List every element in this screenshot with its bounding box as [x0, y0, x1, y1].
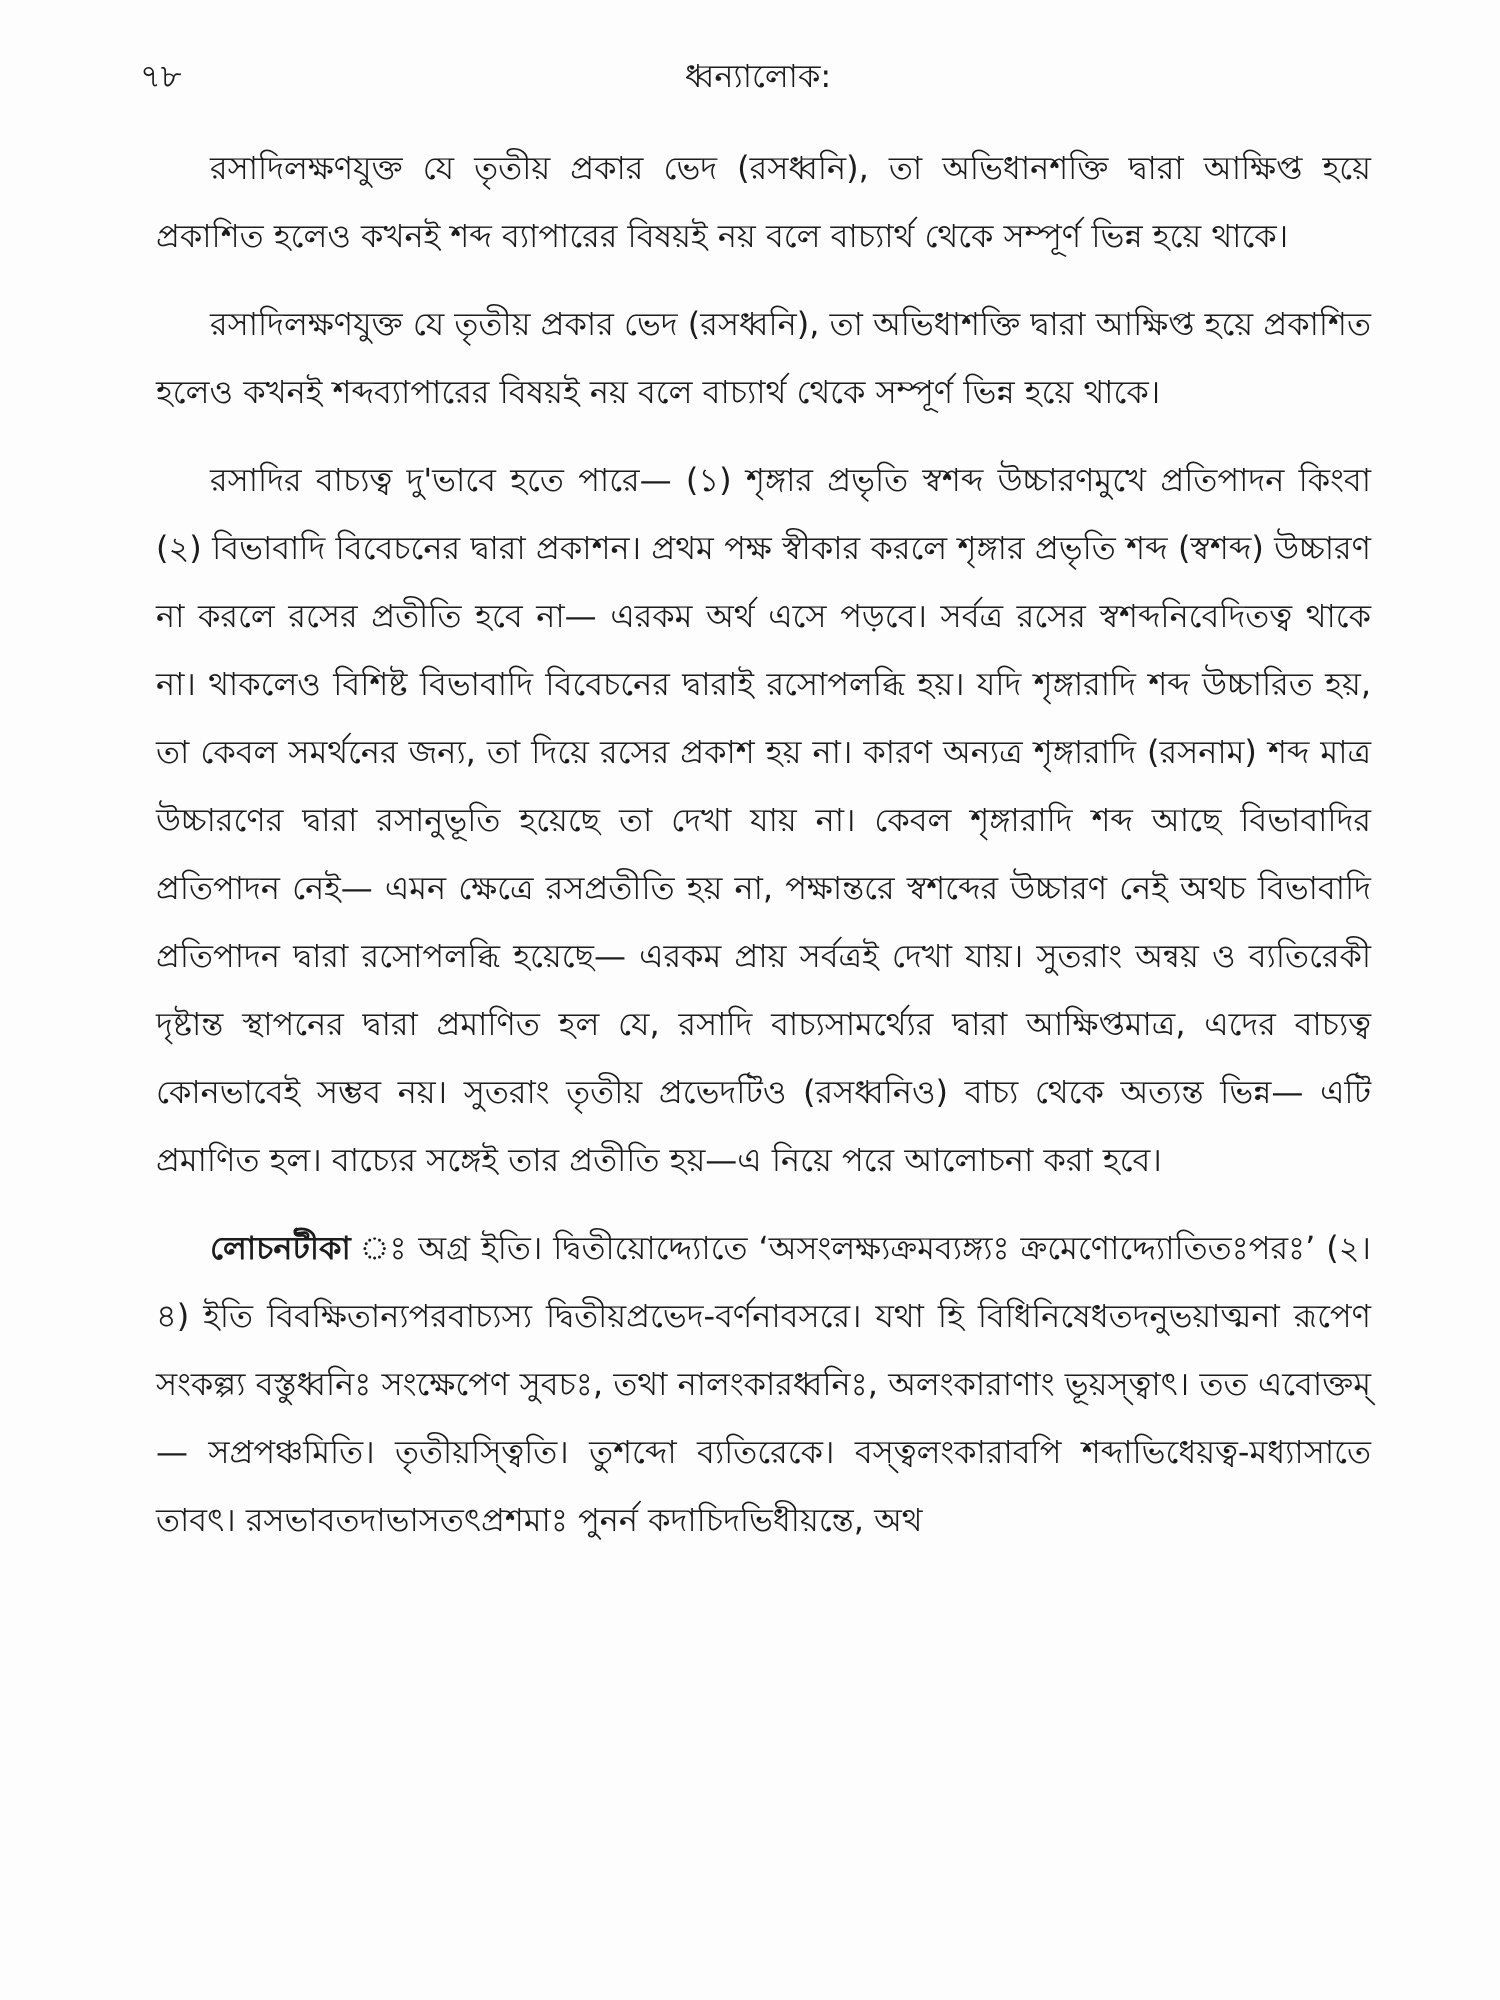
paragraph-2: রসাদিলক্ষণযুক্ত যে তৃতীয় প্রকার ভেদ (রসধ্বনি), তা অভিধাশক্তি দ্বারা আক্ষিপ্ত হয়ে প্রকাশিত হলেও কখনই শব্দব্যাপারের বিষয়ই নয় বলে বাচ্যার্থ থেকে সম্পূর্ণ ভিন্ন হয়ে থাকে। [156, 305, 1371, 411]
commentary-label: লোচনটীকা [210, 1229, 351, 1267]
page-number: ৭৮ [140, 57, 182, 95]
running-title: ধ্বন্যালোক: [684, 57, 832, 95]
page-header [140, 46, 1376, 116]
commentary-paragraph [156, 1214, 1371, 1554]
paragraph-3: রসাদির বাচ্যত্ব দু'ভাবে হতে পারে— (১) শৃঙ্গার প্রভৃতি স্বশব্দ উচ্চারণমুখে প্রতিপাদন কিংবা (২) বিভাবাদি বিবেচনের দ্বারা প্রকাশন। প্রথম পক্ষ স্বীকার করলে শৃঙ্গার প্রভৃতি শব্দ (স্বশব্দ) উচ্চারণ না করলে রসের প্রতীতি হবে না— এরকম অর্থ এসে পড়বে। সর্বত্র রসের স্বশব্দনিবেদিতত্ব থাকে না। থাকলেও বিশিষ্ট বিভাবাদি বিবেচনের দ্বারাই রসোপলব্ধি হয়। যদি শৃঙ্গারাদি শব্দ উচ্চারিত হয়, তা কেবল সমর্থনের জন্য, তা দিয়ে রসের প্রকাশ হয় না। কারণ অন্যত্র শৃঙ্গারাদি (রসনাম) শব্দ মাত্র উচ্চারণের দ্বারা রসানুভূতি হয়েছে তা দেখা যায় না। কেবল শৃঙ্গারাদি শব্দ আছে বিভাবাদির প্রতিপাদন নেই— এমন ক্ষেত্রে রসপ্রতীতি হয় না, পক্ষান্তরে স্বশব্দের উচ্চারণ নেই অথচ বিভাবাদি প্রতিপাদন দ্বারা রসোপলব্ধি হয়েছে— এরকম প্রায় সর্বত্রই দেখা যায়। সুতরাং অন্বয় ও ব্যতিরেকী দৃষ্টান্ত স্থাপনের দ্বারা প্রমাণিত হল যে, রসাদি বাচ্যসামর্থ্যের দ্বারা আক্ষিপ্তমাত্র, এদের বাচ্যত্ব কোনভাবেই সম্ভব নয়। সুতরাং তৃতীয় প্রভেদটিও (রসধ্বনিও) বাচ্য থেকে অত্যন্ত ভিন্ন— এটি প্রমাণিত হল। বাচ্যের সঙ্গেই তার প্রতীতি হয়—এ নিয়ে পরে আলোচনা করা হবে। [156, 461, 1371, 1179]
paragraph-1: রসাদিলক্ষণযুক্ত যে তৃতীয় প্রকার ভেদ (রসধ্বনি), তা অভিধানশক্তি দ্বারা আক্ষিপ্ত হয়ে প্রকাশিত হলেও কখনই শব্দ ব্যাপারের বিষয়ই নয় বলে বাচ্যার্থ থেকে সম্পূর্ণ ভিন্ন হয়ে থাকে। [156, 149, 1371, 255]
commentary-text: ঃ অগ্র ইতি। দ্বিতীয়োদ্দ্যোতে ‘অসংলক্ষ্যক্রমব্যঙ্গ্যঃ ক্রমেণোদ্দ্যোতিতঃপরঃ’ (২।৪) ইতি বিবক্ষিতান্যপরবাচ্যস্য দ্বিতীয়প্রভেদ-বর্ণনাবসরে। যথা হি বিধিনিষেধতদনুভয়াত্মনা রূপেণ সংকল্প্য বস্তুধ্বনিঃ সংক্ষেপেণ সুবচঃ, তথা নালংকারধ্বনিঃ, অলংকারাণাং ভূয়স্ত্বাৎ। তত এবোক্তম্— সপ্রপঞ্চমিতি। তৃতীয়স্ত্বিতি। তুশব্দো ব্যতিরেকে। বস্ত্বলংকারাবপি শব্দাভিধেয়ত্ব-মধ্যাসাতে তাবৎ। রসভাবতদাভাসতৎপ্রশমাঃ পুনর্ন কদাচিদভিধীয়ন্তে, অথ [156, 1229, 1371, 1539]
body-text [156, 134, 1371, 1554]
